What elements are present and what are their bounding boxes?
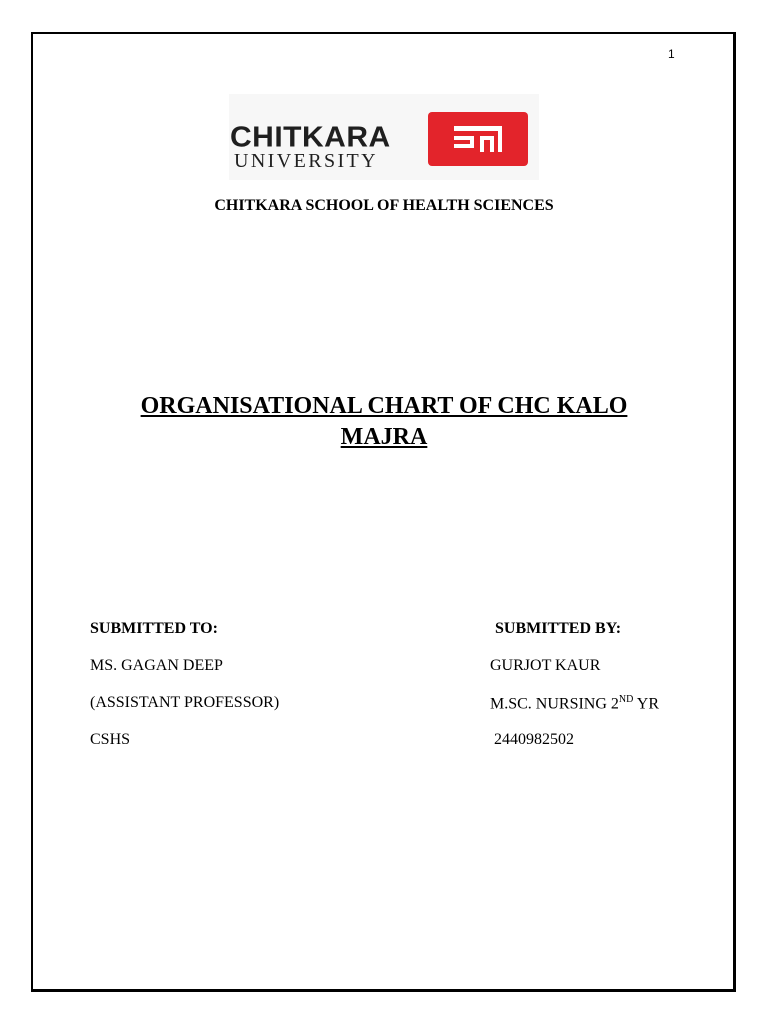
course-suffix: YR [633,695,660,713]
submitted-by-block [490,620,659,768]
university-logo [229,94,539,180]
submitted-to-heading: SUBMITTED TO: [90,620,218,637]
submitted-to-dept: CSHS [90,731,131,748]
course-superscript: ND [618,694,634,705]
logo-word: CHITKARA [230,121,391,154]
submitted-by-roll: 2440982502 [494,731,574,748]
logo-text [230,121,391,172]
submitted-to-name: MS. GAGAN DEEP [90,657,223,674]
course-prefix: M.SC. NURSING 2 [490,695,619,713]
submitted-by-course [490,694,659,731]
submitted-by-name: GURJOT KAUR [490,657,601,674]
logo-sub: UNIVERSITY [234,150,378,172]
submitted-to-designation: (ASSISTANT PROFESSOR) [90,694,280,711]
title-line-2: MAJRA [340,424,428,450]
submitted-by-heading: SUBMITTED BY: [495,620,622,637]
document-title [0,391,768,453]
title-line-1: ORGANISATIONAL CHART OF CHC KALO [140,393,628,419]
submitted-to-block [90,620,279,768]
school-name: CHITKARA SCHOOL OF HEALTH SCIENCES [214,197,554,214]
logo-mark-icon [428,112,528,166]
page-number: 1 [668,47,675,61]
